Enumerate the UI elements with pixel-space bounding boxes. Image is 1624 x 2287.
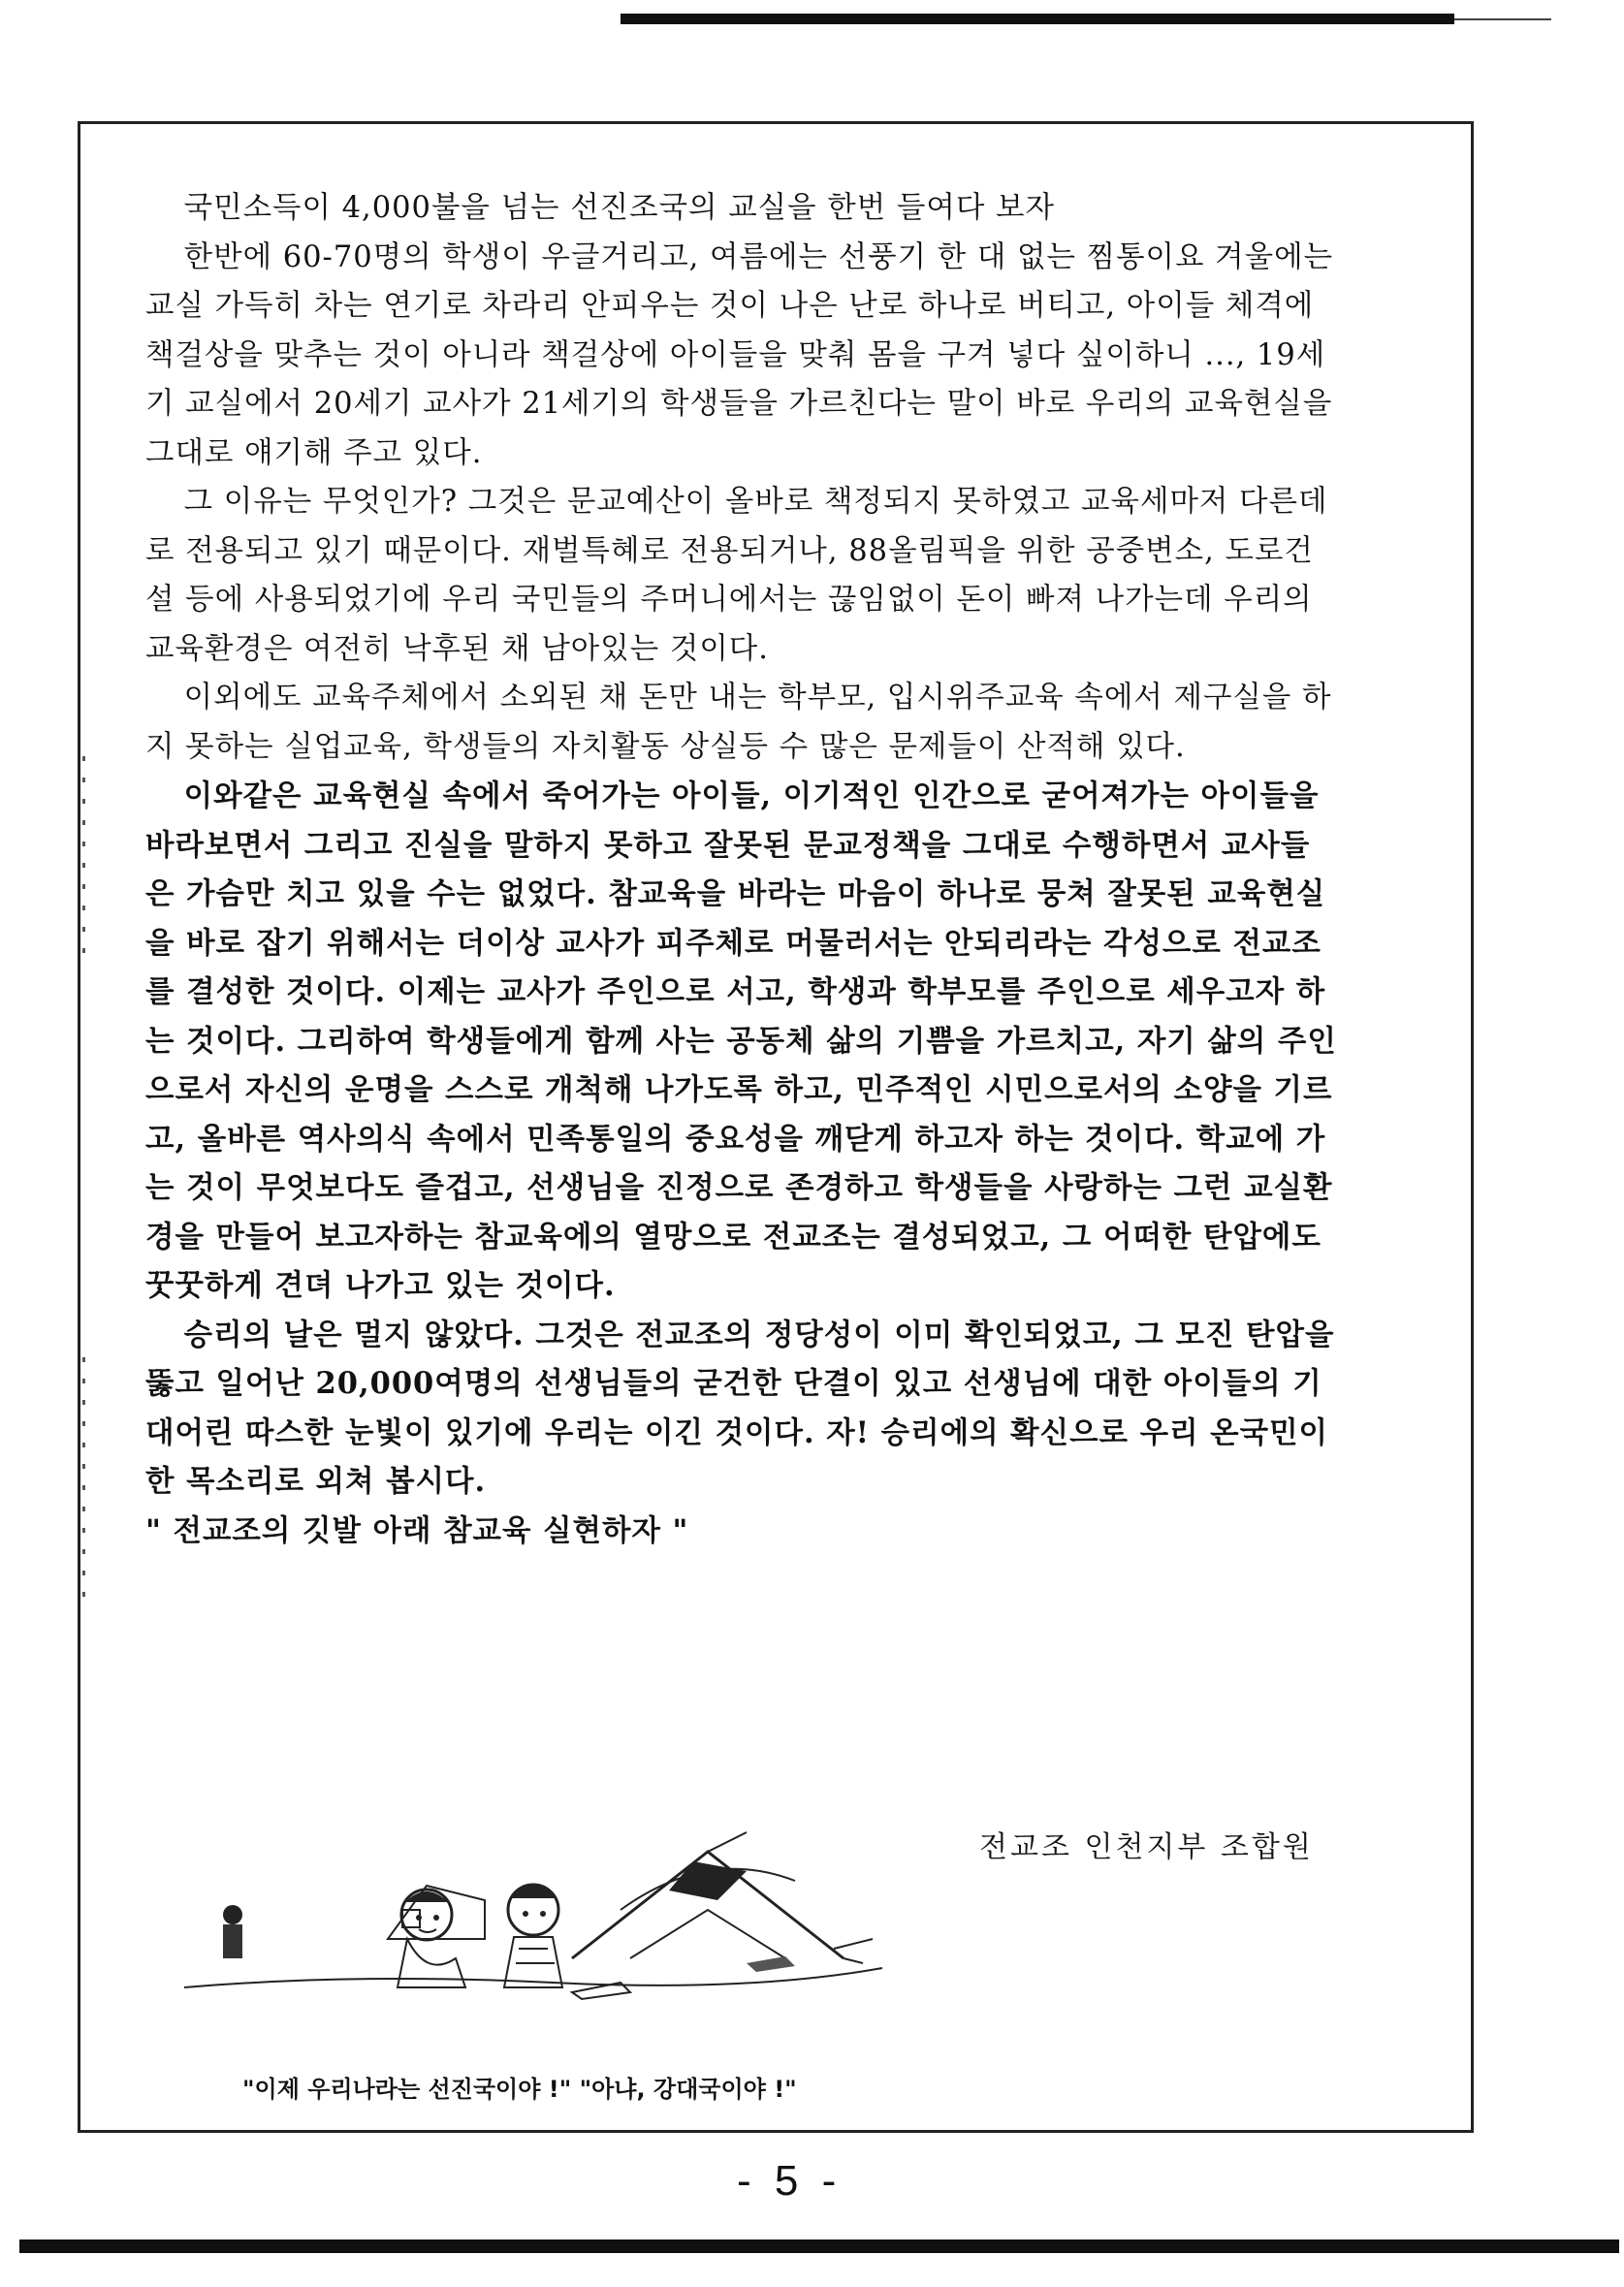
bottom-rule [19,2239,1619,2253]
paragraph-5: 이와같은 교육현실 속에서 죽어가는 아이들, 이기적인 인간으로 굳어져가는 아이들을 바라보면서 그리고 진실을 말하지 못하고 잘못된 문교정책을 그대로 수행하면서 교사들은 가슴만 치고 있을 수는 없었다. 참교육을 바라는 마음이 하나로 뭉쳐 잘못된 교육현실을 바로 잡기 위해서는 더이상 교사가 피주체로 머물러서는 안되리라는 각성으로 전교조를 결성한 것이다. 이제는 교사가 주인으로 서고, 학생과 학부모를 주인으로 세우고자 하는 것이다. 그리하여 학생들에게 함께 사는 공동체 삶의 기쁨을 가르치고, 자기 삶의 주인으로서 자신의 운명을 스스로 개척해 나가도록 하고, 민주적인 시민으로서의 소양을 기르고, 올바른 역사의식 속에서 민족통일의 중요성을 깨닫게 하고자 하는 것이다. 학교에 가는 것이 무엇보다도 즐겁고, 선생님을 진정으로 존경하고 학생들을 사랑하는 그런 교실환경을 만들어 보고자하는 참교육에의 열망으로 전교조는 결성되었고, 그 어떠한 탄압에도 꿋꿋하게 견뎌 나가고 있는 것이다. [145,778,1337,1303]
paragraph-1: 국민소득이 4,000불을 넘는 선진조국의 교실을 한번 들여다 보자 [183,191,1055,225]
paragraph-4: 이외에도 교육주체에서 소외된 채 돈만 내는 학부모, 입시위주교육 속에서 제구실을 하지 못하는 실업교육, 학생들의 자치활동 상실등 수 많은 문제들이 산적해 있다. [145,681,1332,764]
paragraph-3: 그 이유는 무엇인가? 그것은 문교예산이 올바로 책정되지 못하였고 교육세마저 다른데로 전용되고 있기 때문이다. 재벌특혜로 전용되거나, 88올림픽을 위한 공중변소, 도로건설 등에 사용되었기에 우리 국민들의 주머니에서는 끊임없이 돈이 빠져 나가는데 우리의 교육환경은 여전히 낙후된 채 남아있는 것이다. [145,485,1328,666]
paragraph-6: 승리의 날은 멀지 않았다. 그것은 전교조의 정당성이 이미 확인되었고, 그 모진 탄압을 뚫고 일어난 20,000여명의 선생님들의 굳건한 단결이 있고 선생님에 대한 아이들의 기대어린 따스한 눈빛이 있기에 우리는 이긴 것이다. 자! 승리에의 확신으로 우리 온국민이 한 목소리로 외쳐 봅시다. [145,1317,1335,1499]
signature: 전교조 인천지부 조합원 [979,1830,1314,1864]
cartoon-illustration [165,1794,902,2026]
top-rule [621,14,1454,24]
article-body [145,184,1338,1555]
paragraph-2: 한반에 60-70명의 학생이 우글거리고, 여름에는 선풍기 한 대 없는 찜통이요 겨울에는 교실 가득히 차는 연기로 차라리 안피우는 것이 나은 난로 하나로 버티고, 아이들 체격에 책걸상을 맞추는 것이 아니라 책걸상에 아이들을 맞춰 몸을 구겨 넣다 싶이하니 ..., 19세기 교실에서 20세기 교사가 21세기의 학생들을 가르친다는 말이 바로 우리의 교육현실을 그대로 얘기해 주고 있다. [145,239,1334,470]
page-number: - 5 - [737,2157,843,2205]
slogan: " 전교조의 깃발 아래 참교육 실현하자 " [145,1512,689,1548]
top-rule-thin [1454,18,1551,20]
cartoon-caption: "이제 우리나라는 선진국이야 !" "아냐, 강대국이야 !" [242,2076,797,2103]
